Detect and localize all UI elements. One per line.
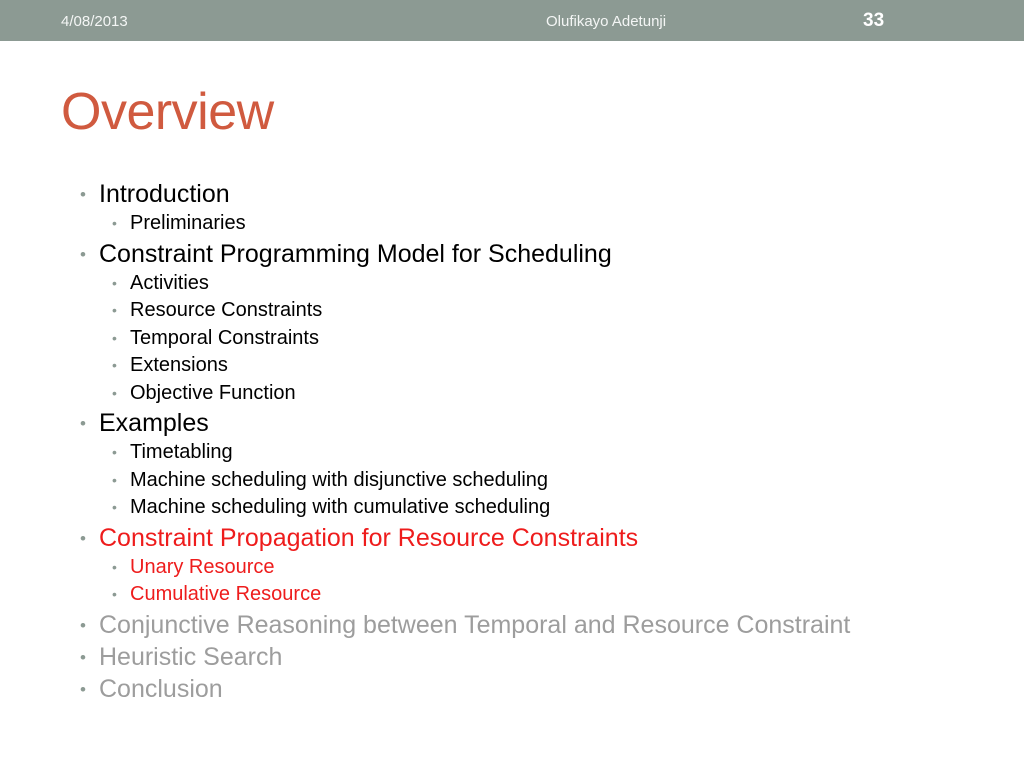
bullet-icon: • xyxy=(112,444,117,460)
outline-item-cp-model xyxy=(80,238,850,270)
bullet-icon: • xyxy=(112,329,117,346)
bullet-icon: • xyxy=(112,499,117,515)
outline-item-label: Preliminaries xyxy=(130,212,246,234)
bullet-icon: • xyxy=(112,586,117,602)
outline-item-label: Unary Resource xyxy=(130,555,275,578)
outline-item-label: Machine scheduling with disjunctive scheduling xyxy=(130,468,549,491)
bullet-icon: • xyxy=(112,384,117,401)
outline-item-label: Resource Constraints xyxy=(130,299,323,321)
outline-subitem-resource-constraints xyxy=(80,297,850,325)
bullet-icon: • xyxy=(112,471,117,488)
bullet-icon: • xyxy=(80,244,86,264)
bullet-icon: • xyxy=(112,357,117,373)
outline-item-label: Introduction xyxy=(99,180,230,208)
outline-subitem-machine-disjunctive xyxy=(80,467,850,495)
outline-subitem-objective-function xyxy=(80,380,850,408)
outline-item-label: Conjunctive Reasoning between Temporal and Resource Constraint xyxy=(99,610,851,639)
outline-item-label: Timetabling xyxy=(130,441,233,463)
outline-item-conclusion xyxy=(80,673,850,705)
outline-item-label: Objective Function xyxy=(130,381,296,404)
outline-item-label: Machine scheduling with cumulative scheduling xyxy=(130,496,551,518)
bullet-icon: • xyxy=(80,414,86,433)
outline-subitem-temporal-constraints xyxy=(80,325,850,353)
header-bar xyxy=(0,0,1024,41)
header-author: Olufikayo Adetunji xyxy=(546,13,667,30)
outline-subitem-extensions xyxy=(80,352,850,380)
slide-title: Overview xyxy=(61,83,274,141)
outline-item-label: Heuristic Search xyxy=(99,642,283,671)
outline-item-label: Temporal Constraints xyxy=(130,326,319,349)
outline-list xyxy=(80,178,850,705)
outline-item-examples xyxy=(80,407,850,439)
bullet-icon: • xyxy=(112,215,117,231)
outline-subitem-preliminaries xyxy=(80,210,850,238)
outline-subitem-machine-cumulative xyxy=(80,494,850,522)
bullet-icon: • xyxy=(80,679,86,699)
outline-subitem-unary-resource xyxy=(80,554,850,582)
header-date: 4/08/2013 xyxy=(61,13,128,30)
outline-item-label: Extensions xyxy=(130,354,228,376)
bullet-icon: • xyxy=(112,274,117,291)
outline-item-conjunctive-reasoning xyxy=(80,609,850,641)
outline-item-heuristic-search xyxy=(80,641,850,673)
outline-item-label: Cumulative Resource xyxy=(130,583,322,605)
outline-subitem-activities xyxy=(80,270,850,298)
outline-item-label: Examples xyxy=(99,409,209,437)
outline-item-label: Constraint Programming Model for Scheduling xyxy=(99,239,612,268)
outline-item-label: Constraint Propagation for Resource Constraints xyxy=(99,523,639,552)
outline-item-label: Activities xyxy=(130,271,209,294)
bullet-icon: • xyxy=(80,647,86,667)
bullet-icon: • xyxy=(112,302,117,318)
bullet-icon: • xyxy=(80,528,86,548)
outline-subitem-timetabling xyxy=(80,439,850,467)
page-number: 33 xyxy=(863,10,885,31)
bullet-icon: • xyxy=(80,185,86,204)
outline-subitem-cumulative-resource xyxy=(80,581,850,609)
outline-item-label: Conclusion xyxy=(99,674,223,703)
bullet-icon: • xyxy=(80,615,86,635)
outline-item-introduction xyxy=(80,178,850,210)
outline-item-constraint-propagation xyxy=(80,522,850,554)
bullet-icon: • xyxy=(112,558,117,575)
